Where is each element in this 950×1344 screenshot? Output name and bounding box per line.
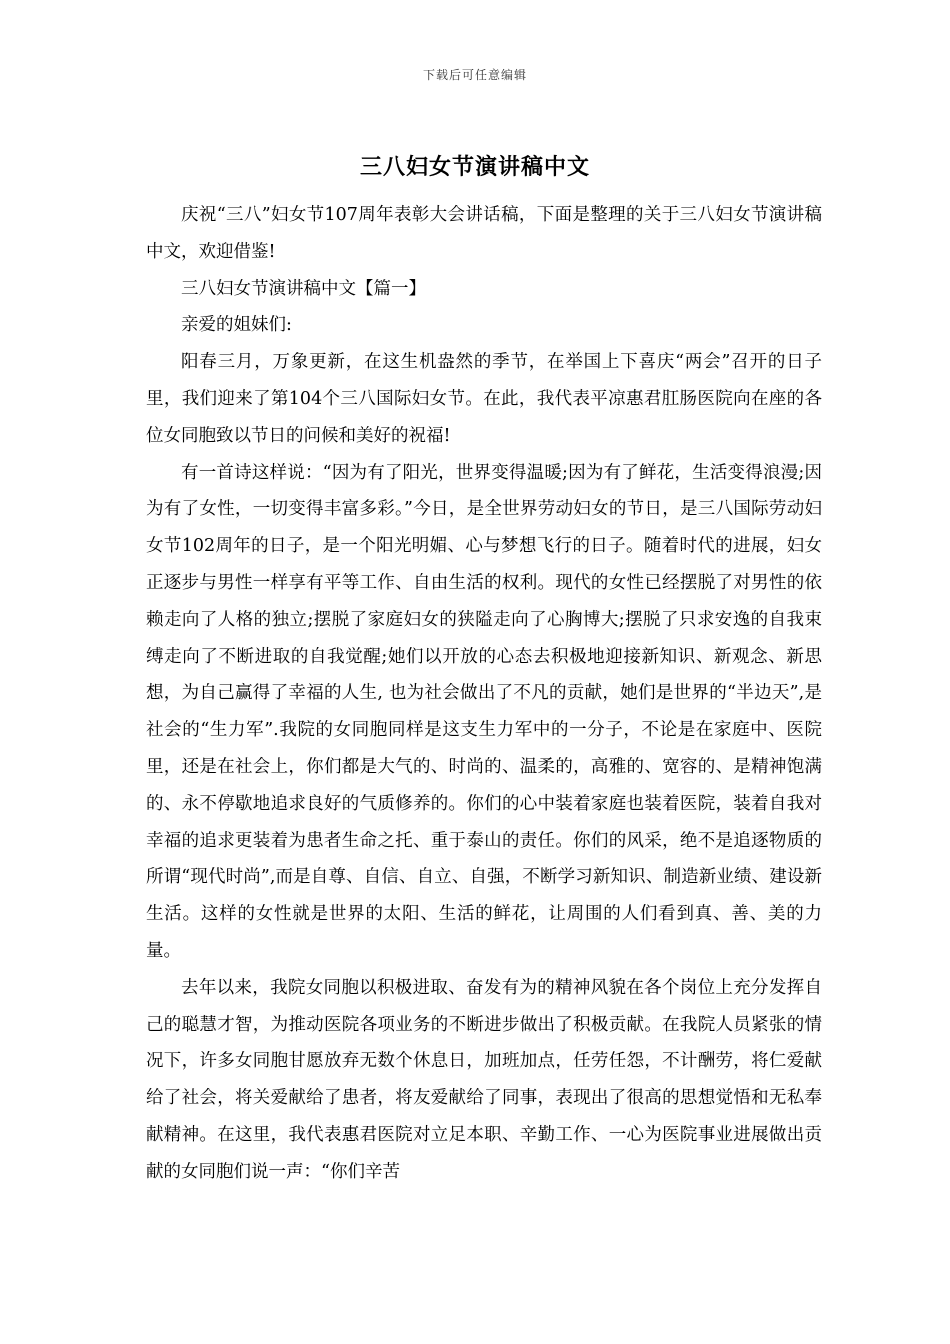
section-heading: 三八妇女节演讲稿中文【篇一】 [181, 278, 426, 299]
document-body [146, 197, 822, 1191]
body-paragraph: 有一首诗这样说：“因为有了阳光，世界变得温暖;因为有了鲜花，生活变得浪漫;因为有了女性，一切变得丰富多彩。”今日，是全世界劳动妇女的节日，是三八国际劳动妇女节102周年的日子，是一个阳光明媚、心与梦想飞行的日子。随着时代的进展，妇女正逐步与男性一样享有平等工作、自由生活的权利。现代的女性已经摆脱了对男性的依赖走向了人格的独立;摆脱了家庭妇女的狭隘走向了心胸博大;摆脱了只求安逸的自我束缚走向了不断进取的自我觉醒;她们以开放的心态去积极地迎接新知识、新观念、新思想，为自己赢得了幸福的人生, 也为社会做出了不凡的贡献，她们是世界的“半边天”,是社会的“生力军”.我院的女同胞同样是这支生力军中的一分子，不论是在家庭中、医院里，还是在社会上，你们都是大气的、时尚的、温柔的，高雅的、宽容的、是精神饱满的、永不停歇地追求良好的气质修养的。你们的心中装着家庭也装着医院，装着自我对幸福的追求更装着为患者生命之托、重于泰山的责任。你们的风采，绝不是追逐物质的所谓“现代时尚”,而是自尊、自信、自立、自强，不断学习新知识、制造新业绩、建设新生活。这样的女性就是世界的太阳、生活的鲜花，让周围的人们看到真、善、美的力量。 [146, 462, 822, 961]
document-title: 三八妇女节演讲稿中文 [359, 154, 590, 180]
intro-paragraph: 庆祝“三八”妇女节107周年表彰大会讲话稿，下面是整理的关于三八妇女节演讲稿中文，欢迎借鉴! [146, 205, 822, 262]
body-paragraph: 阳春三月，万象更新，在这生机盎然的季节，在举国上下喜庆“两会”召开的日子里，我们迎来了第104个三八国际妇女节。在此，我代表平凉惠君肛肠医院向在座的各位女同胞致以节日的问候和美好的祝福! [146, 352, 822, 446]
body-paragraph: 去年以来，我院女同胞以积极进取、奋发有为的精神风貌在各个岗位上充分发挥自己的聪慧才智，为推动医院各项业务的不断进步做出了积极贡献。在我院人员紧张的情况下，许多女同胞甘愿放弃无数个休息日，加班加点，任劳任怨，不计酬劳，将仁爱献给了社会，将关爱献给了患者，将友爱献给了同事，表现出了很高的思想觉悟和无私奉献精神。在这里，我代表惠君医院对立足本职、辛勤工作、一心为医院事业进展做出贡献的女同胞们说一声：“你们辛苦 [146, 977, 822, 1182]
page-header-note: 下载后可任意编辑 [422, 68, 527, 82]
salutation: 亲爱的姐妹们: [181, 315, 292, 336]
